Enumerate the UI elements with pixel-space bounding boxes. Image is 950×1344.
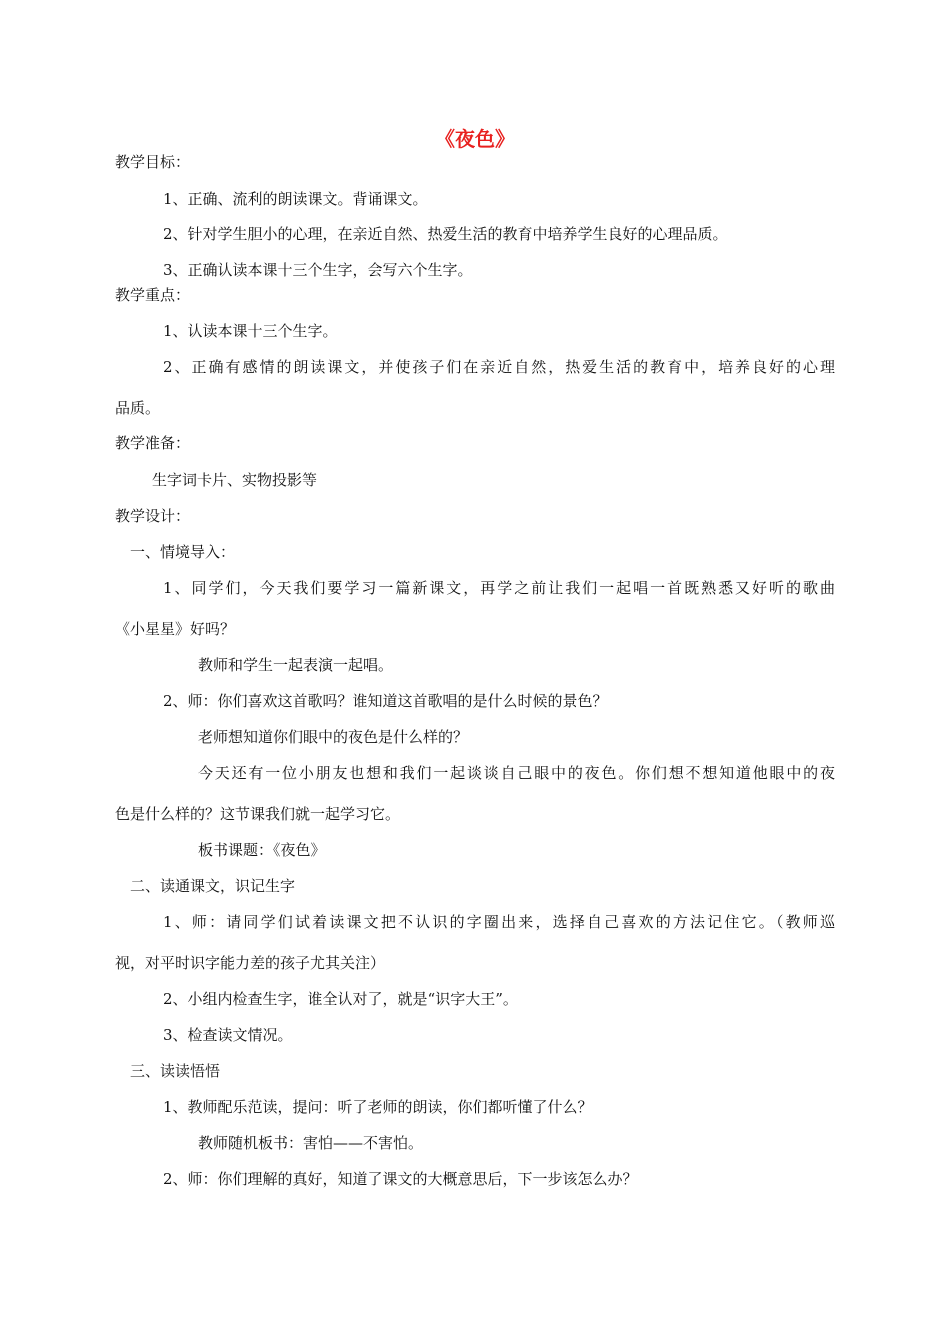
section2-p3: 3、检查读文情况。 <box>163 1026 293 1044</box>
section1-p2-note: 老师想知道你们眼中的夜色是什么样的？ <box>198 728 469 746</box>
section1-p3-line2: 色是什么样的？这节课我们就一起学习它。 <box>115 805 401 823</box>
preparation-text: 生字词卡片、实物投影等 <box>152 471 318 489</box>
section3-p2: 2、师：你们理解的真好，知道了课文的大概意思后，下一步该怎么办？ <box>163 1170 638 1188</box>
key-point-item-2-line2: 品质。 <box>115 399 161 417</box>
objectives-heading: 教学目标： <box>115 153 191 171</box>
document-title: 《夜色》 <box>435 127 515 151</box>
preparation-heading: 教学准备： <box>115 434 191 452</box>
design-heading: 教学设计： <box>115 507 191 525</box>
objective-item-3: 3、正确认读本课十三个生字，会写六个生字。 <box>163 261 473 279</box>
section2-p2: 2、小组内检查生字，谁全认对了，就是“识字大王”。 <box>163 990 518 1008</box>
key-points-heading: 教学重点： <box>115 286 191 304</box>
section1-p1-line1: 1、同学们，今天我们要学习一篇新课文，再学之前让我们一起唱一首既熟悉又好听的歌曲 <box>163 579 835 597</box>
section2-p1-line1: 1、师：请同学们试着读课文把不认识的字圈出来，选择自己喜欢的方法记住它。（教师巡 <box>163 913 835 931</box>
section1-heading: 一、情境导入： <box>130 543 236 561</box>
key-point-item-1: 1、认读本课十三个生字。 <box>163 322 338 340</box>
objective-item-1: 1、正确、流利的朗读课文。背诵课文。 <box>163 190 428 208</box>
section1-p2: 2、师：你们喜欢这首歌吗？谁知道这首歌唱的是什么时候的景色？ <box>163 692 608 710</box>
section3-p1: 1、教师配乐范读，提问：听了老师的朗读，你们都听懂了什么？ <box>163 1098 593 1116</box>
section2-heading: 二、读通课文，识记生字 <box>130 877 296 895</box>
objective-item-2: 2、针对学生胆小的心理，在亲近自然、热爱生活的教育中培养学生良好的心理品质。 <box>163 225 728 243</box>
section3-p1-note: 教师随机板书：害怕——不害怕。 <box>198 1134 424 1152</box>
section1-p3-line1: 今天还有一位小朋友也想和我们一起谈谈自己眼中的夜色。你们想不想知道他眼中的夜 <box>198 764 835 782</box>
section1-p1-note: 教师和学生一起表演一起唱。 <box>198 656 394 674</box>
section1-p4: 板书课题：《夜色》 <box>198 841 326 859</box>
key-point-item-2-line1: 2、正确有感情的朗读课文，并使孩子们在亲近自然，热爱生活的教育中，培养良好的心理 <box>163 358 835 376</box>
section3-heading: 三、读读悟悟 <box>130 1062 221 1080</box>
section1-p1-line2: 《小星星》好吗？ <box>115 620 236 638</box>
section2-p1-line2: 视，对平时识字能力差的孩子尤其关注） <box>115 954 386 972</box>
